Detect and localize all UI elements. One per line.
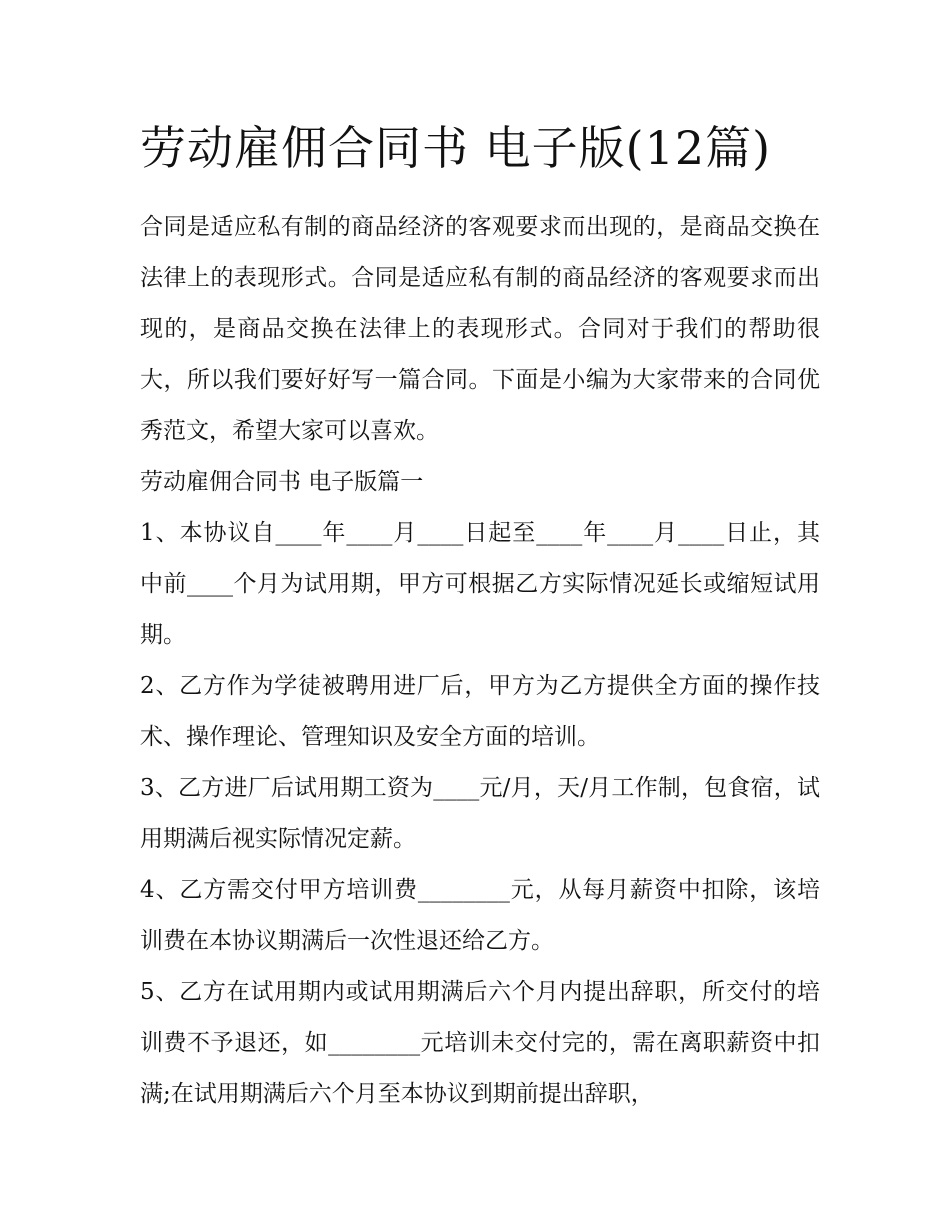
intro-paragraph: 合同是适应私有制的商品经济的客观要求而出现的，是商品交换在法律上的表现形式。合同是适应私有制的商品经济的客观要求而出现的，是商品交换在法律上的表现形式。合同对于我们的帮助很大，所以我们要好好写一篇合同。下面是小编为大家带来的合同优秀范文，希望大家可以喜欢。 (140, 214, 820, 444)
clause-4: 4、乙方需交付甲方培训费________元，从每月薪资中扣除，该培训费在本协议期满后一次性退还给乙方。 (140, 877, 820, 954)
document-page (140, 112, 820, 1120)
section-heading: 劳动雇佣合同书 电子版篇一 (140, 469, 424, 495)
clause-3: 3、乙方进厂后试用期工资为____元/月，天/月工作制，包食宿，试用期满后视实际情况定薪。 (140, 775, 820, 852)
document-title: 劳动雇佣合同书 电子版(12篇) (140, 121, 772, 175)
clause-2: 2、乙方作为学徒被聘用进厂后，甲方为乙方提供全方面的操作技术、操作理论、管理知识及安全方面的培训。 (140, 673, 820, 750)
clause-1: 1、本协议自____年____月____日起至____年____月____日止，其中前____个月为试用期，甲方可根据乙方实际情况延长或缩短试用期。 (140, 520, 820, 648)
clause-5: 5、乙方在试用期内或试用期满后六个月内提出辞职，所交付的培训费不予退还，如________元培训未交付完的，需在离职薪资中扣满;在试用期满后六个月至本协议到期前提出辞职， (140, 979, 820, 1107)
